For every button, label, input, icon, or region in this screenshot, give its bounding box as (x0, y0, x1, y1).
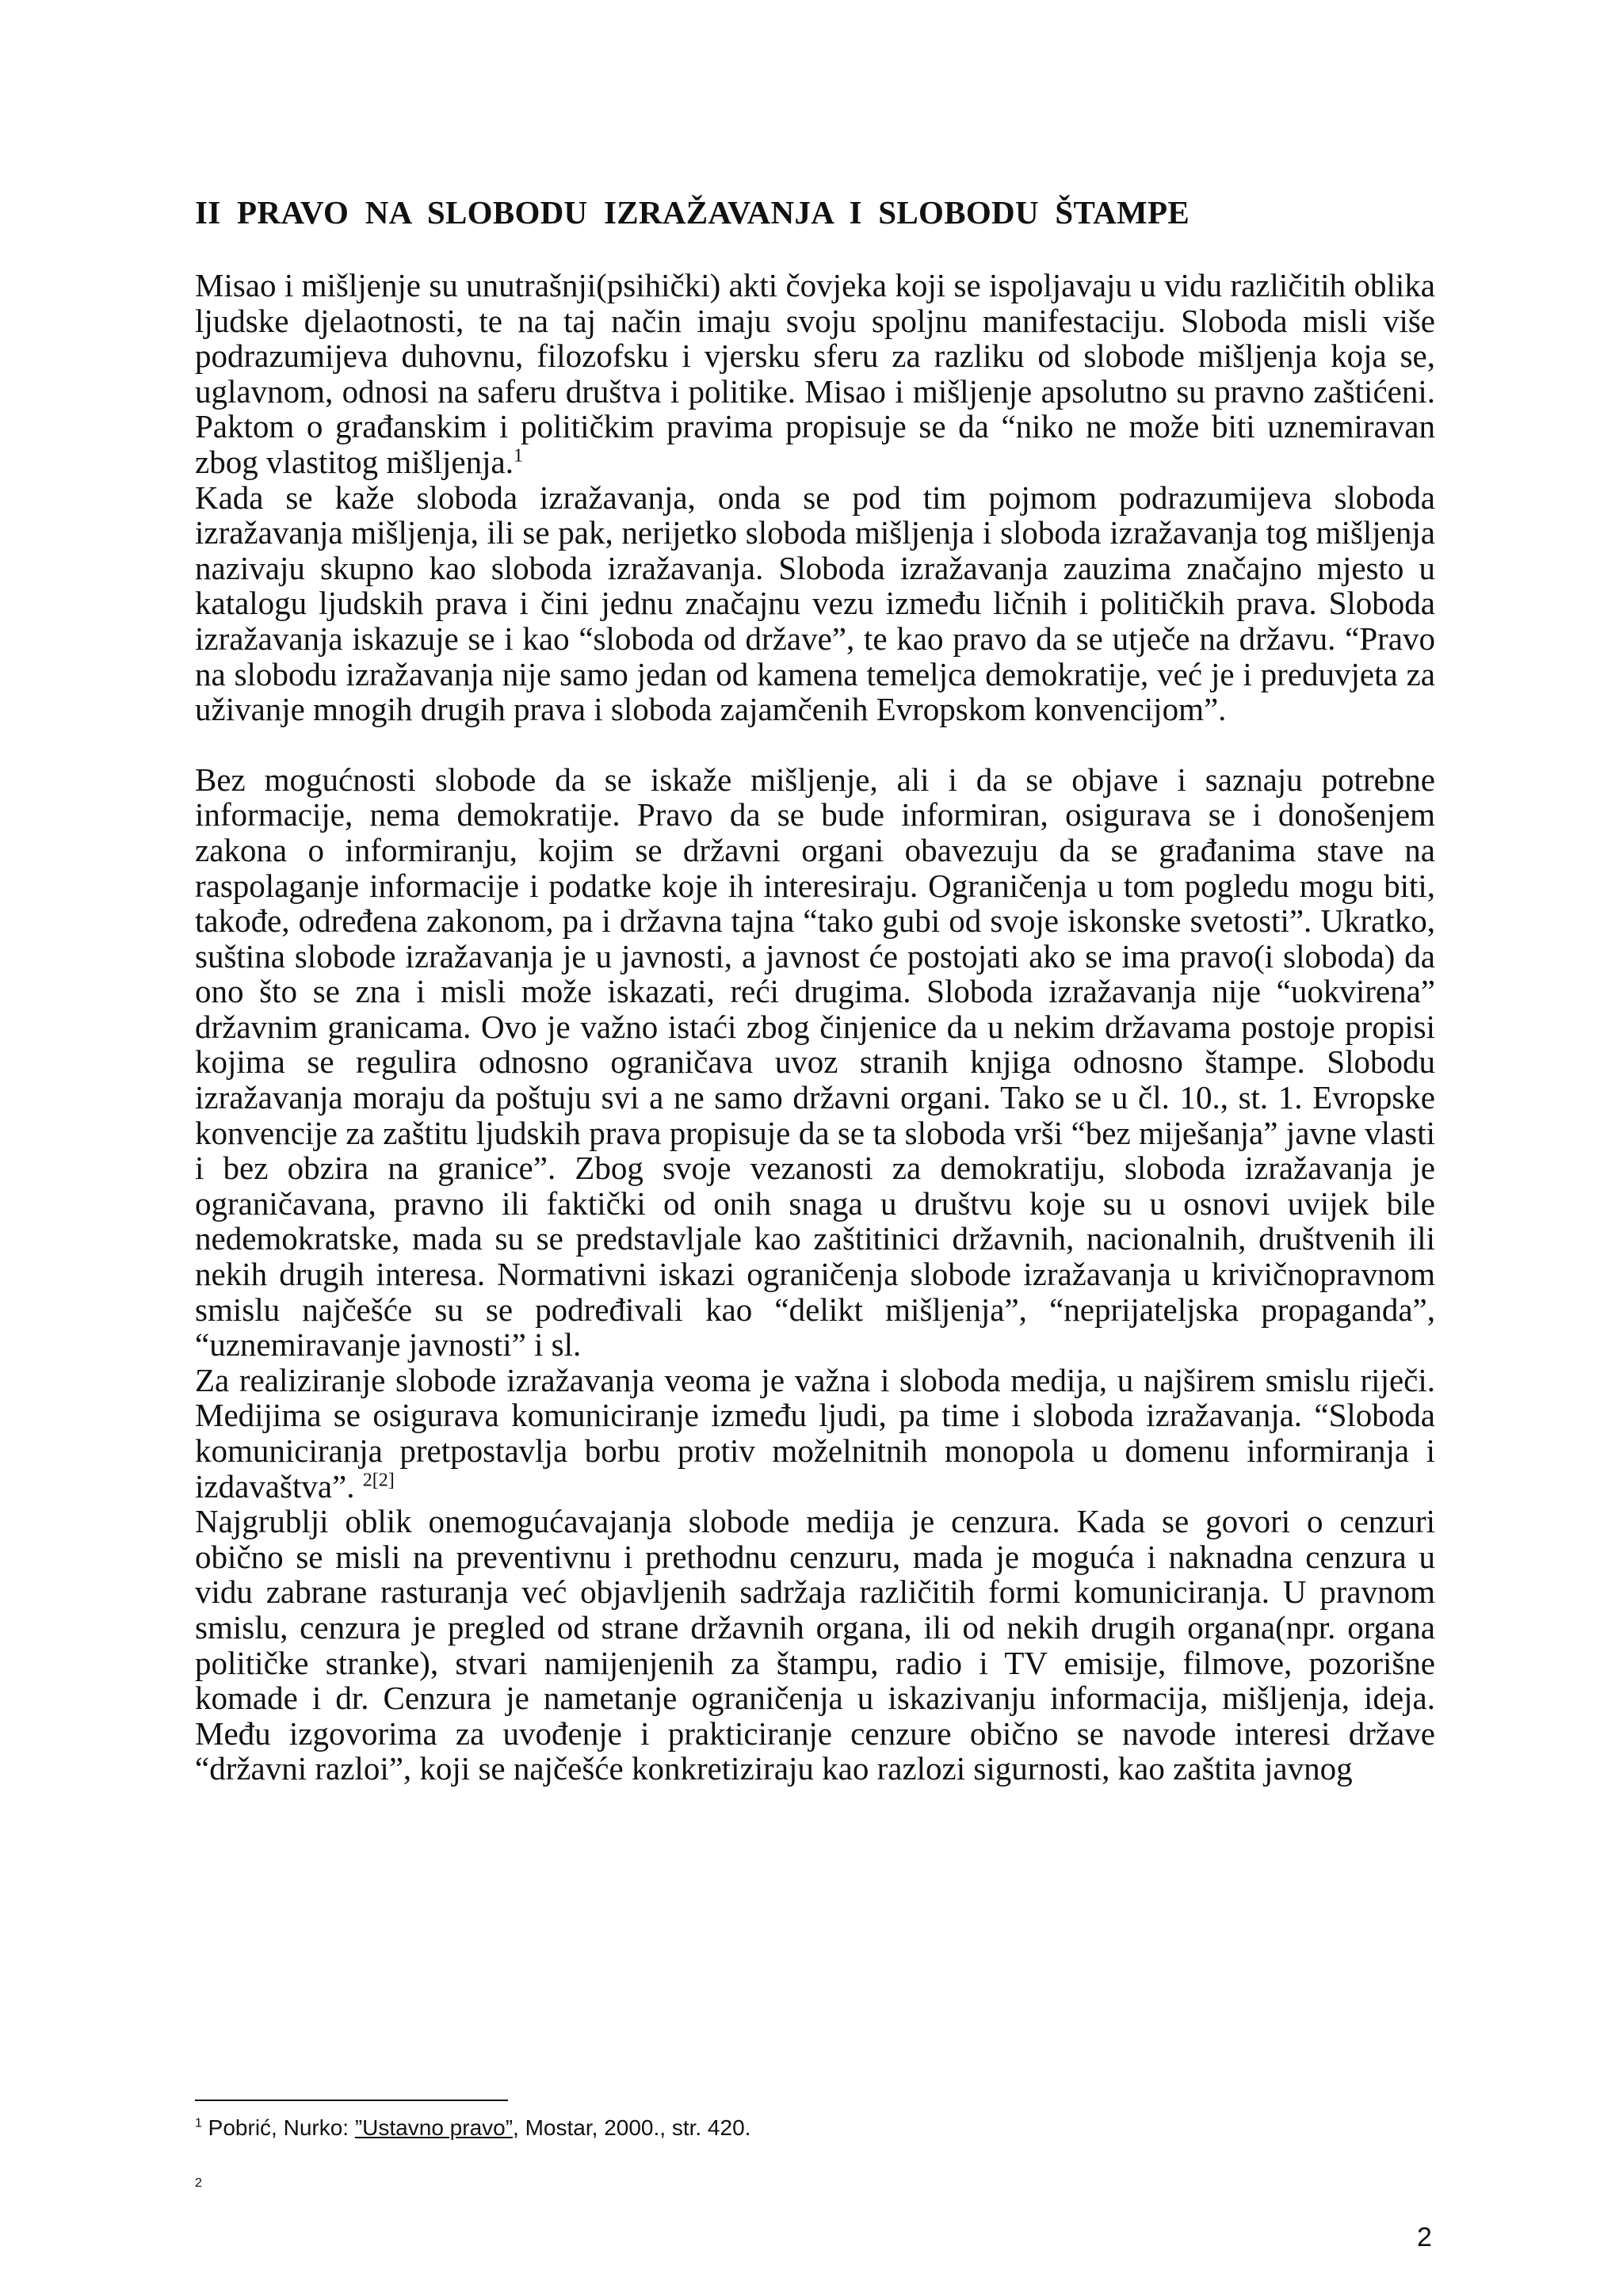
paragraph-2-text: Kada se kaže sloboda izražavanja, onda se pod tim pojmom podrazumijeva sloboda izražavanja mišljenja, ili se pak, nerijetko sloboda mišljenja i sloboda izražavanja tog mišljenja nazivaju skupno kao sloboda izražavanja. Sloboda izražavanja zauzima značajno mjesto u katalogu ljudskih prava i čini jednu značajnu vezu između ličnih i političkih prava. Sloboda izražavanja iskazuje se i kao “sloboda od države”, te kao pravo da se utječe na državu. “Pravo na slobodu izražavanja nije samo jedan od kamena temeljca demokratije, već je i preduvjeta za uživanje mnogih drugih prava i sloboda zajamčenih Evropskom konvencijom”. (195, 479, 1435, 728)
paragraph-4 (195, 1363, 1435, 1504)
paragraph-3 (195, 762, 1435, 1363)
paragraph-1 (195, 268, 1435, 480)
paragraph-gap (195, 727, 1435, 762)
footnote-ref-1[interactable]: 1 (513, 445, 523, 467)
page-content (195, 189, 1435, 1787)
paragraph-1-text: Misao i mišljenje su unutrašnji(psihički) akti čovjeka koji se ispoljavaju u vidu različitih oblika ljudske djelaotnosti, te na taj način imaju svoju spoljnu manifestaciju. Sloboda misli više podrazumijeva duhovnu, filozofsku i vjersku sferu za razliku od slobode mišljenja koja se, uglavnom, odnosi na saferu društva i politike. Misao i mišljenje apsolutno su pravno zaštićeni. Paktom o građanskim i političkim pravima propisuje se da “niko ne može biti uznemiravan zbog vlastitog mišljenja. (195, 267, 1435, 480)
section-title: II PRAVO NA SLOBODU IZRAŽAVANJA I SLOBODU ŠTAMPE (195, 194, 1190, 231)
footnote-1 (195, 2114, 750, 2142)
footnote-1-link[interactable]: ”Ustavno pravo” (354, 2115, 514, 2140)
footnote-1-suffix: , Mostar, 2000., str. 420. (513, 2115, 751, 2140)
footnote-1-mark: 1 (195, 2116, 202, 2130)
paragraph-5-text: Najgrublji oblik onemogućavajanja slobode medija je cenzura. Kada se govori o cenzuri obično se misli na preventivnu i prethodnu cenzuru, mada je moguća i naknadna cenzura u vidu zabrane rasturanja već objavljenih sadržaja različitih formi komuniciranja. U pravnom smislu, cenzura je pregled od strane državnih organa, ili od nekih drugih organa(npr. organa političke stranke), stvari namijenjenih za štampu, radio i TV emisije, filmove, pozorišne komade i dr. Cenzura je nametanje ograničenja u iskazivanju informacija, mišljenja, ideja. Među izgovorima za uvođenje i prakticiranje cenzure obično se navode interesi države “državni razloi”, koji se najčešće konkretiziraju kao razlozi sigurnosti, kao zaštita javnog (195, 1503, 1435, 1787)
page-number: 2 (1417, 2222, 1432, 2252)
footnote-ref-2[interactable]: 2[2] (362, 1469, 395, 1490)
footnote-2: 2 (195, 2176, 202, 2190)
footnote-separator (195, 2100, 508, 2101)
footnote-1-prefix: Pobrić, Nurko: (201, 2115, 355, 2140)
paragraph-5 (195, 1504, 1435, 1787)
paragraph-4-text: Za realiziranje slobode izražavanja veoma je važna i sloboda medija, u najširem smislu riječi. Medijima se osigurava komuniciranje između ljudi, pa time i sloboda izražavanja. “Sloboda komuniciranja pretpostavlja borbu protiv moželnitnih monopola u domenu informiranja i izdavaštva”. (195, 1361, 1435, 1505)
paragraph-2 (195, 480, 1435, 727)
paragraph-3-text: Bez mogućnosti slobode da se iskaže mišljenje, ali i da se objave i saznaju potrebne informacije, nema demokratije. Pravo da se bude informiran, osigurava se i donošenjem zakona o informiranju, kojim se državni organi obavezuju da se građanima stave na raspolaganje informacije i podatke koje ih interesiraju. Ograničenja u tom pogledu mogu biti, takođe, određena zakonom, pa i državna tajna “tako gubi od svoje iskonske svetosti”. Ukratko, suština slobode izražavanja je u javnosti, a javnost će postojati ako se ima pravo(i sloboda) da ono što se zna i misli može iskazati, reći drugima. Sloboda izražavanja nije “uokvirena” državnim granicama. Ovo je važno istaći zbog činjenice da u nekim državama postoje propisi kojima se regulira odnosno ograničava uvoz stranih knjiga odnosno štampe. Slobodu izražavanja moraju da poštuju svi a ne samo državni organi. Tako se u čl. 10., st. 1. Evropske konvencije za zaštitu ljudskih prava propisuje da se ta sloboda vrši “bez miješanja” javne vlasti i bez obzira na granice”. Zbog svoje vezanosti za demokratiju, sloboda izražavanja je ograničavana, pravno ili faktički od onih snaga u društvu koje su u osnovi uvijek bile nedemokratske, mada su se predstavljale kao zaštitinici državnih, nacionalnih, društvenih ili nekih drugih interesa. Normativni iskazi ograničenja slobode izražavanja u krivičnopravnom smislu najčešće su se podređivali kao “delikt mišljenja”, “neprijateljska propaganda”, “uznemiravanje javnosti” i sl. (195, 761, 1435, 1363)
